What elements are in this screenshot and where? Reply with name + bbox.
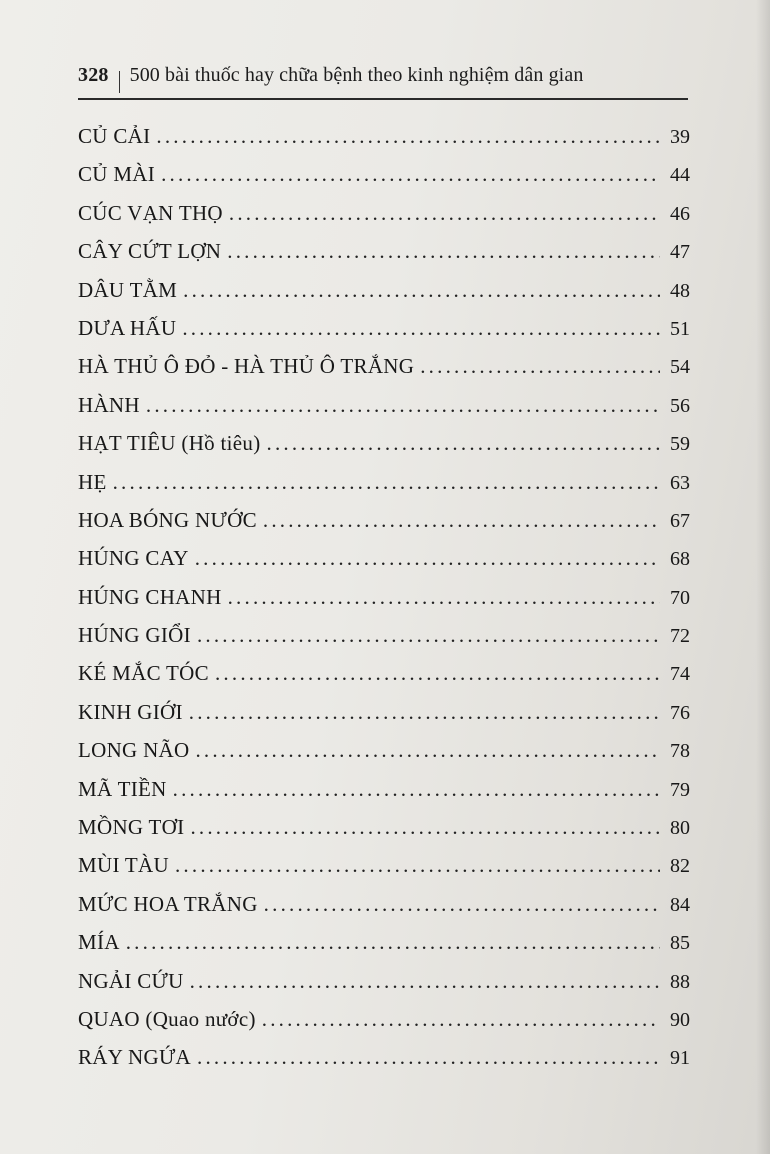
dot-leader (228, 585, 660, 610)
toc-entry (78, 508, 690, 546)
toc-entry-page: 68 (670, 548, 690, 571)
toc-entry-page: 48 (670, 279, 690, 302)
dot-leader (267, 431, 660, 456)
dot-leader (113, 470, 660, 495)
dot-leader (156, 124, 660, 149)
toc-entry-title: HÚNG GIỔI (78, 623, 191, 648)
toc-entry-title: HOA BÓNG NƯỚC (78, 507, 257, 532)
toc-entry (78, 738, 690, 776)
toc-entry (78, 470, 690, 508)
toc-entry-page: 39 (670, 126, 690, 148)
dot-leader (182, 316, 660, 341)
toc-entry-page: 91 (670, 1047, 690, 1070)
toc-entry (78, 777, 690, 815)
toc-entry-page: 85 (670, 932, 690, 955)
dot-leader (195, 738, 660, 763)
toc-entry (78, 201, 690, 239)
toc-entry-title: HẸ (78, 469, 107, 494)
toc-entry (78, 354, 690, 392)
toc-entry-page: 56 (670, 394, 690, 417)
toc-entry-page: 84 (670, 893, 690, 916)
toc-entry (78, 930, 690, 968)
toc-entry (78, 623, 690, 661)
running-header (78, 64, 688, 100)
dot-leader (215, 661, 660, 686)
toc-entry-title: KINH GIỚI (78, 699, 183, 724)
toc-entry-page: 59 (670, 433, 690, 456)
toc-entry-title: HÚNG CHANH (78, 584, 222, 609)
dot-leader (420, 354, 660, 379)
toc-entry-title: QUAO (Quao nước) (78, 1006, 256, 1031)
toc-entry-title: MỒNG TƠI (78, 815, 185, 840)
toc-entry-title: LONG NÃO (78, 738, 190, 763)
toc-entry-title: HÀ THỦ Ô ĐỎ - HÀ THỦ Ô TRẮNG (78, 354, 415, 379)
toc-entry-page: 46 (670, 202, 690, 225)
toc-entry-title: DÂU TẰM (78, 277, 178, 302)
dot-leader (229, 201, 660, 226)
header-separator (119, 71, 120, 93)
toc-entry-title: HÚNG CAY (78, 546, 189, 571)
toc-entry (78, 278, 690, 316)
toc-entry-page: 76 (670, 701, 690, 724)
toc-entry (78, 1007, 690, 1045)
dot-leader (227, 239, 660, 264)
dot-leader (146, 393, 660, 418)
toc-entry-title: HÀNH (78, 392, 140, 417)
dot-leader (195, 546, 660, 571)
table-of-contents (78, 124, 690, 1084)
toc-entry-page: 88 (670, 970, 690, 993)
toc-entry-title: NGẢI CỨU (78, 968, 184, 993)
toc-entry-page: 44 (670, 164, 690, 187)
dot-leader (197, 623, 660, 648)
toc-entry-title: HẠT TIÊU (Hồ tiêu) (78, 431, 261, 456)
dot-leader (161, 162, 660, 187)
page-number: 328 (78, 64, 109, 86)
header-rule (78, 98, 688, 100)
book-title: 500 bài thuốc hay chữa bệnh theo kinh nghiệm dân gian (129, 64, 584, 86)
page-edge-shadow (756, 0, 770, 1154)
toc-entry-page: 63 (670, 471, 690, 494)
dot-leader (126, 930, 660, 955)
toc-entry (78, 546, 690, 584)
toc-entry (78, 239, 690, 277)
toc-entry (78, 815, 690, 853)
toc-entry (78, 393, 690, 431)
toc-entry (78, 316, 690, 354)
toc-entry (78, 892, 690, 930)
toc-entry-page: 90 (670, 1008, 690, 1031)
toc-entry-title: KÉ MẮC TÓC (78, 661, 209, 686)
toc-entry (78, 1045, 690, 1083)
toc-entry-title: CÚC VẠN THỌ (78, 200, 223, 225)
toc-entry-page: 74 (670, 663, 690, 686)
dot-leader (175, 853, 660, 878)
toc-entry-page: 70 (670, 586, 690, 609)
toc-entry (78, 585, 690, 623)
dot-leader (190, 815, 660, 840)
dot-leader (183, 278, 660, 303)
toc-entry-title: MỨC HOA TRẮNG (78, 891, 258, 916)
toc-entry-title: CÂY CỨT LỢN (78, 239, 222, 264)
toc-entry (78, 124, 690, 162)
toc-entry-page: 72 (670, 625, 690, 648)
toc-entry-page: 82 (670, 855, 690, 878)
toc-entry-page: 47 (670, 241, 690, 264)
toc-entry-page: 79 (670, 778, 690, 801)
toc-entry-page: 51 (670, 317, 690, 340)
toc-entry-page: 67 (670, 509, 690, 532)
dot-leader (189, 700, 660, 725)
toc-entry-title: CỦ MÀI (78, 162, 156, 187)
toc-entry-title: MÃ TIỀN (78, 776, 167, 801)
dot-leader (263, 508, 660, 533)
toc-entry-title: DƯA HẤU (78, 315, 177, 340)
toc-entry (78, 431, 690, 469)
dot-leader (173, 777, 660, 802)
toc-entry (78, 969, 690, 1007)
toc-entry-title: RÁY NGỨA (78, 1045, 191, 1070)
dot-leader (262, 1007, 660, 1032)
toc-entry (78, 661, 690, 699)
toc-entry-page: 54 (670, 356, 690, 379)
toc-entry-title: MÍA (78, 930, 120, 955)
toc-entry (78, 853, 690, 891)
dot-leader (264, 892, 660, 917)
toc-entry (78, 700, 690, 738)
dot-leader (197, 1045, 660, 1070)
dot-leader (190, 969, 660, 994)
toc-entry-page: 80 (670, 817, 690, 840)
toc-entry-title: MÙI TÀU (78, 853, 169, 878)
toc-entry (78, 162, 690, 200)
toc-entry-title: CỦ CẢI (78, 124, 151, 148)
toc-entry-page: 78 (670, 740, 690, 763)
